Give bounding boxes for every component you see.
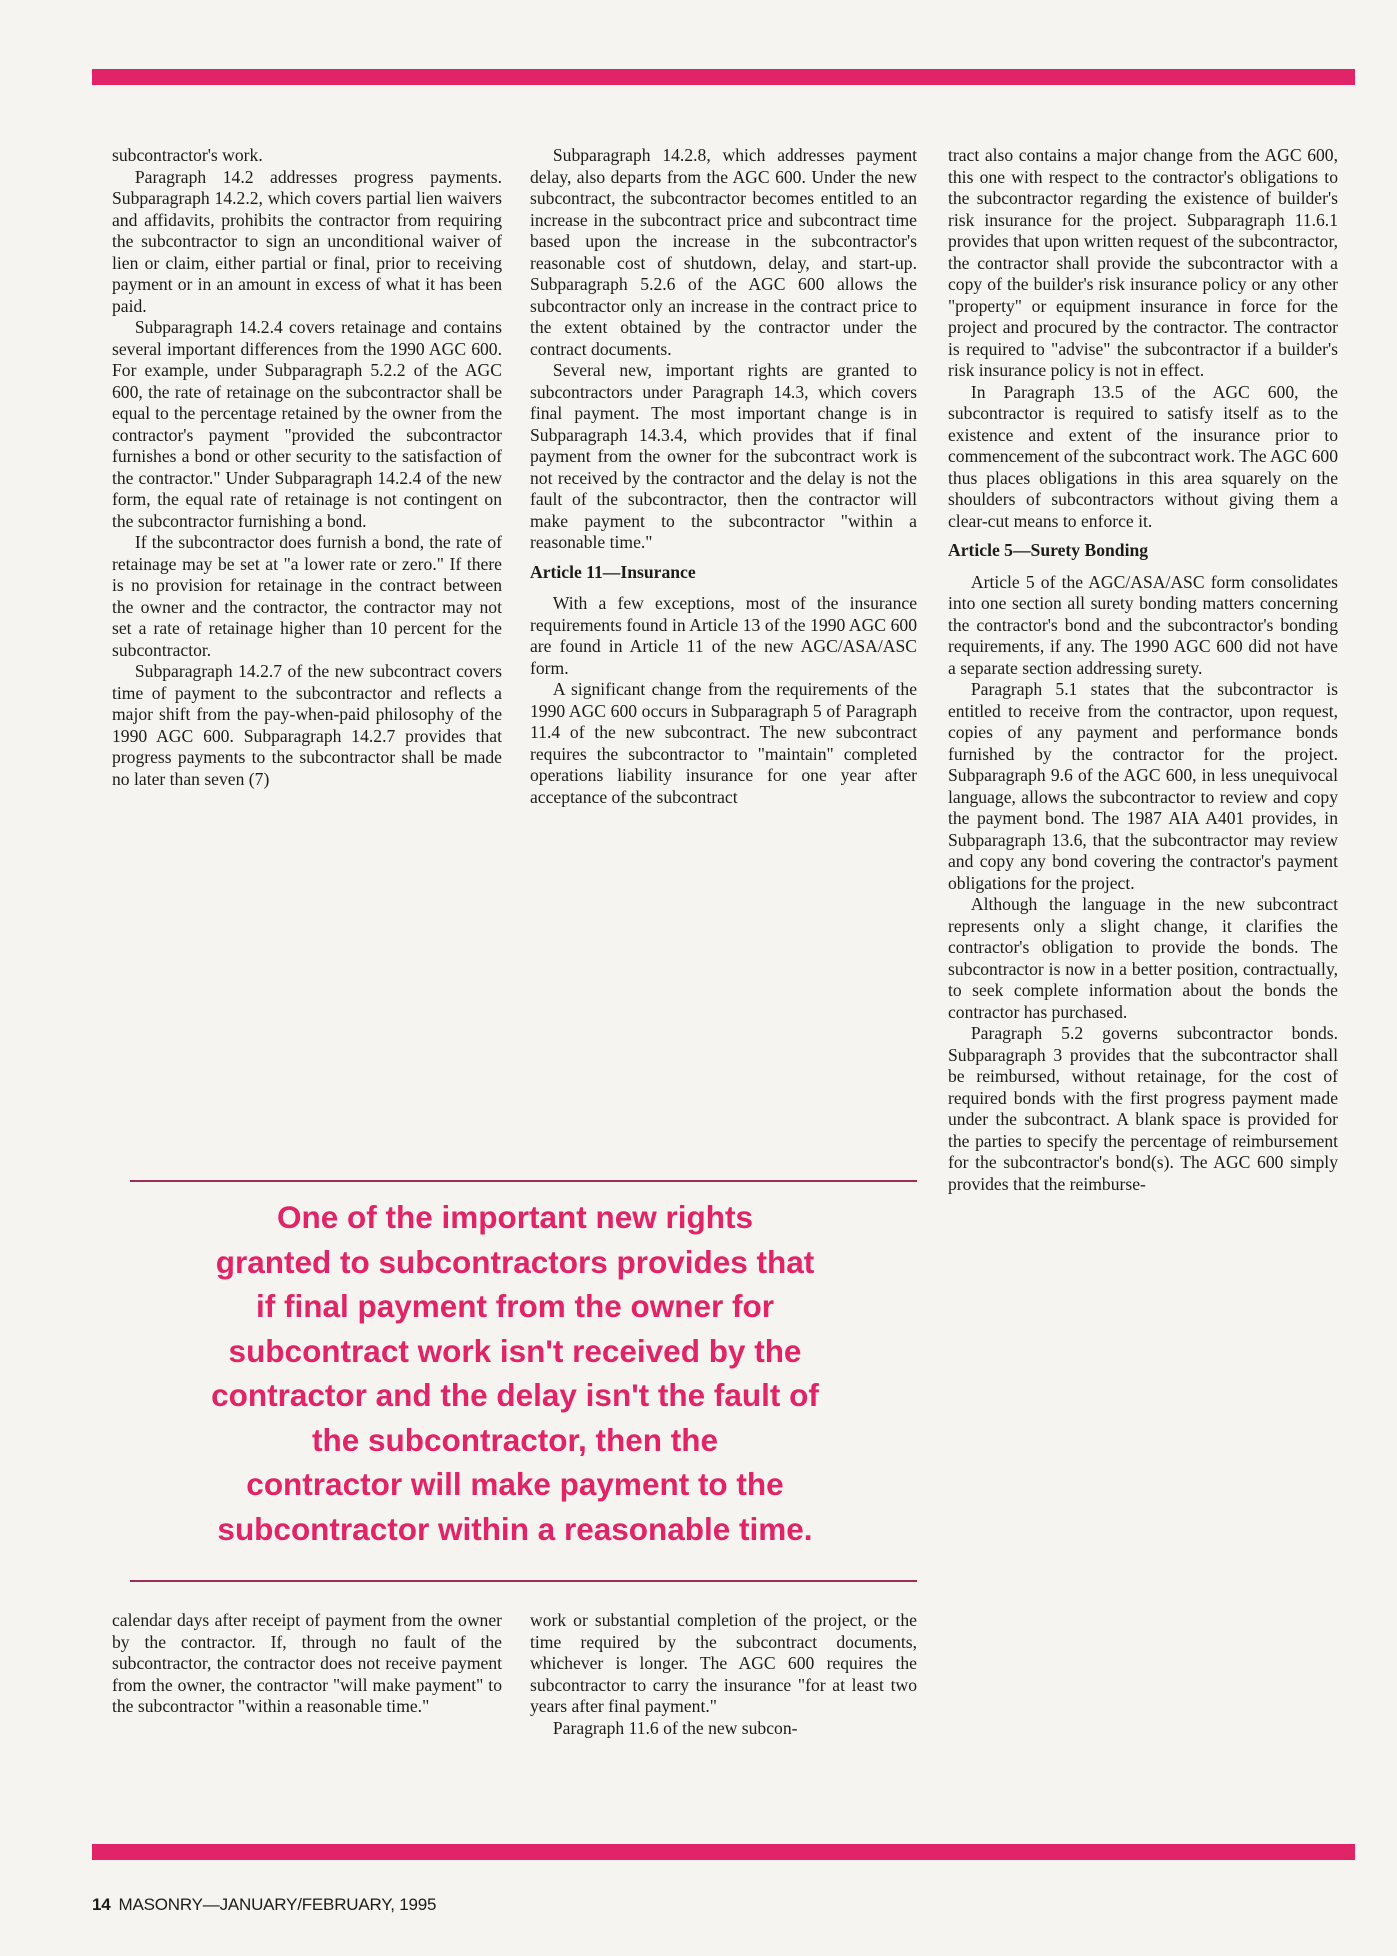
pull-quote: [130, 1195, 900, 1551]
pullquote-bottom-rule: [130, 1580, 917, 1582]
pull-quote-line: the subcontractor, then the: [311, 1421, 719, 1458]
pull-quote-line: contractor and the delay isn't the fault of: [211, 1377, 819, 1413]
column-3: [948, 145, 1338, 1795]
publication-name: MASONRY—JANUARY/FEBRUARY, 1995: [118, 1895, 437, 1914]
pull-quote-line: subcontract work isn't received by the: [228, 1332, 802, 1369]
pull-quote-line: subcontractor within a reasonable time.: [217, 1510, 813, 1547]
paragraph: Paragraph 11.6 of the new subcon-: [552, 1717, 798, 1738]
pull-quote-line: contractor will make payment to the: [246, 1466, 784, 1502]
bottom-accent-bar: [92, 1844, 1355, 1860]
paragraph: Paragraph 5.1 states that the subcontractor is entitled to receive from the contractor, upon request, copies of any payment and performance bonds furnished by the contractor for the project. Subparagraph 9.6 of the AGC 600, in less unequivocal language, allows the subcontractor to review and copy the payment bond. The 1987 AIA A401 provides, in Subparagraph 13.6, that the subcontractor may review and copy any bond covering the contractor's payment obligations for the project.: [948, 679, 1338, 893]
paragraph: In Paragraph 13.5 of the AGC 600, the subcontractor is required to satisfy itself as to the existence and extent of the insurance prior to commencement of the subcontract work. The AGC 600 thus places obligations in this area squarely on the shoulders of subcontractors without giving them a clear-cut means to enforce it.: [948, 381, 1338, 531]
page-number: 14: [92, 1895, 111, 1914]
paragraph: Article 5 of the AGC/ASA/ASC form consolidates into one section all surety bonding matters concerning the contractor's bond and the subcontractor's bonding requirements, if any. The 1990 AGC 600 did not have a separate section addressing surety.: [948, 571, 1338, 678]
paragraph: work or substantial completion of the project, or the time required by the subcontract documents, whichever is longer. The AGC 600 requires the subcontractor to carry the insurance "for at least two years after final payment.": [530, 1610, 917, 1716]
pull-quote-line: One of the important new rights: [276, 1199, 753, 1235]
pullquote-top-rule: [130, 1180, 917, 1182]
paragraph: A significant change from the requirements of the 1990 AGC 600 occurs in Subparagraph 5 of Paragraph 11.4 of the new subcontract. The new subcontract requires the subcontractor to "maintain" completed operations liability insurance for one year after acceptance of the subcontract: [530, 679, 917, 807]
page-footer: [92, 1895, 436, 1915]
paragraph: Although the language in the new subcontract represents only a slight change, it clarifies the contractor's obligation to provide the bonds. The subcontractor is now in a better position, contractually, to seek complete information about the bonds the contractor has purchased.: [948, 894, 1338, 1022]
pull-quote-line: if final payment from the owner for: [255, 1288, 775, 1324]
pull-quote-line: granted to subcontractors provides that: [215, 1243, 815, 1280]
column-1-lower: [112, 1610, 502, 1718]
paragraph: Subparagraph 14.2.4 covers retainage and contains several important differences from the 1990 AGC 600. For example, under Subparagraph 5.2.2 of the AGC 600, the rate of retainage on the subcontractor shall be equal to the percentage retained by the owner from the contractor's payment "provided the subcontractor furnishes a bond or other security to the satisfaction of the contractor." Under Subparagraph 14.2.4 of the new form, the equal rate of retainage is not contingent on the subcontractor furnishing a bond.: [112, 317, 502, 531]
paragraph: Subparagraph 14.2.7 of the new subcontract covers time of payment to the subcontractor and reflects a major shift from the pay-when-paid philosophy of the 1990 AGC 600. Subparagraph 14.2.7 provides that progress payments to the subcontractor shall be made no later than seven (7): [112, 661, 502, 789]
paragraph: Paragraph 5.2 governs subcontractor bonds. Subparagraph 3 provides that the subcontractor shall be reimbursed, without retainage, for the cost of required bonds with the first progress payment made under the subcontract. A blank space is provided for the parties to specify the percentage of reimbursement for the subcontractor's bond(s). The AGC 600 simply provides that the reimburse-: [948, 1023, 1338, 1194]
paragraph: Subparagraph 14.2.8, which addresses payment delay, also departs from the AGC 600. Under the new subcontract, the subcontractor becomes entitled to an increase in the subcontract price and subcontract time based upon the increase in the subcontractor's reasonable cost of shutdown, delay, and start-up. Subparagraph 5.2.6 of the AGC 600 allows the subcontractor only an increase in the contract price to the extent obtained by the contractor under the contract documents.: [530, 145, 917, 359]
section-heading-article-11: Article 11—Insurance: [530, 561, 696, 582]
paragraph: If the subcontractor does furnish a bond, the rate of retainage may be set at "a lower rate or zero." If there is no provision for retainage in the contract between the owner and the contractor, the contractor may not set a rate of retainage higher than 10 percent for the subcontractor.: [112, 532, 502, 660]
column-1-upper: [112, 145, 502, 790]
paragraph: tract also contains a major change from the AGC 600, this one with respect to the contractor's obligations to the subcontractor regarding the existence of builder's risk insurance for the project. Subparagraph 11.6.1 provides that upon written request of the subcontractor, the contractor shall provide the subcontractor with a copy of the builder's risk insurance policy or any other "property" or equipment insurance in force for the project and procured by the contractor. The contractor is required to "advise" the subcontractor if a builder's risk insurance policy is not in effect.: [948, 145, 1338, 380]
paragraph: Paragraph 14.2 addresses progress payments. Subparagraph 14.2.2, which covers partial lien waivers and affidavits, prohibits the contractor from requiring the subcontractor to sign an unconditional waiver of lien or claim, either partial or final, prior to receiving payment or in an amount in excess of what it has been paid.: [112, 166, 502, 316]
column-2-upper: [530, 145, 917, 808]
top-accent-bar: [92, 69, 1355, 85]
paragraph: With a few exceptions, most of the insurance requirements found in Article 13 of the 1990 AGC 600 are found in Article 11 of the new AGC/ASA/ASC form.: [530, 593, 917, 678]
section-heading-article-5: Article 5—Surety Bonding: [948, 540, 1149, 560]
paragraph: subcontractor's work.: [112, 145, 263, 165]
paragraph: calendar days after receipt of payment from the owner by the contractor. If, through no fault of the subcontractor, the contractor does not receive payment from the owner, the contractor "will make payment" to the subcontractor "within a reasonable time.": [112, 1610, 502, 1716]
paragraph: Several new, important rights are granted to subcontractors under Paragraph 14.3, which covers final payment. The most important change is in Subparagraph 14.3.4, which provides that if final payment from the owner for the subcontract work is not received by the contractor and the delay is not the fault of the subcontractor, then the contractor will make payment to the subcontractor "within a reasonable time.": [530, 360, 917, 552]
column-2-lower: [530, 1610, 917, 1739]
